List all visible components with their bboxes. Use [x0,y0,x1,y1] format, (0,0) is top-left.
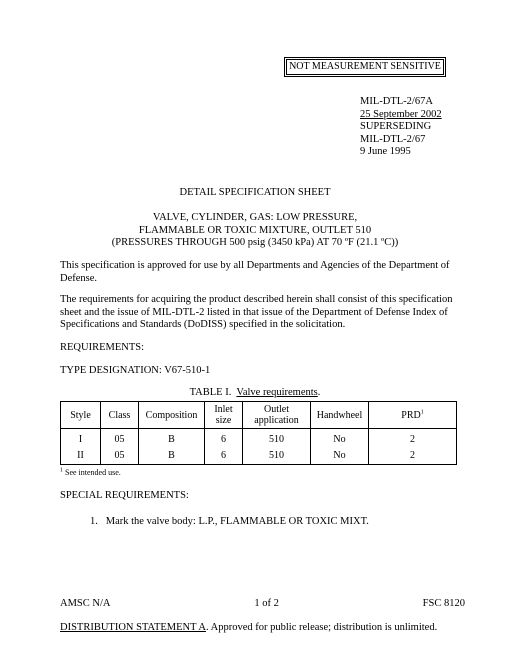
table-row [61,448,457,465]
table-caption-period: . [317,387,321,398]
requirements-note-text: The requirements for acquiring the product described herein shall consist of this specification sheet and the issue of MIL-DTL-2 listed in that issue of the Department of Defense Index of Specifications and Standards (DoDISS) specified in the solicitation. [60,294,453,330]
footnote-mark: 1 [60,467,63,474]
header-inlet-line2: size [215,415,232,426]
cell-style: II [61,448,101,465]
superseded-date: 9 June 1995 [360,146,411,157]
cell-prd: 2 [369,429,457,449]
header-outlet-application [243,402,311,429]
superseding-label: SUPERSEDING [360,121,432,132]
cell-style: I [61,429,101,449]
type-designation [60,365,465,378]
table-footnote [60,468,121,478]
doc-number: MIL-DTL-2/67A [360,96,433,107]
cell-handwheel: No [311,429,369,449]
sheet-type-text: DETAIL SPECIFICATION SHEET [179,187,331,198]
footer-page-number: 1 of 2 [254,598,279,609]
requirements-paragraph [60,294,465,332]
header-inlet-size [205,402,243,429]
cell-composition: B [139,429,205,449]
footer-fsc: FSC 8120 [422,598,465,609]
sensitivity-box [286,59,444,75]
special-item-number: 1. [90,516,98,527]
approval-text: This specification is approved for use by all Departments and Agencies of the Department of Defense. [60,260,450,284]
cell-prd: 2 [369,448,457,465]
valve-requirements-table [60,401,457,465]
table-header-row [61,402,457,429]
distribution-text: . Approved for public release; distribution is unlimited. [205,622,438,633]
cell-inlet: 6 [205,448,243,465]
table-row [61,429,457,449]
sheet-type [0,187,510,200]
special-requirement-item [90,515,369,528]
valve-requirements-table-wrap [60,401,457,465]
header-prd [369,402,457,429]
sensitivity-label: NOT MEASUREMENT SENSITIVE [289,60,441,72]
cell-outlet: 510 [243,429,311,449]
distribution-statement [60,621,437,634]
header-style: Style [61,402,101,429]
cell-class: 05 [101,448,139,465]
header-outlet-line1: Outlet [264,404,289,415]
cell-inlet: 6 [205,429,243,449]
header-class: Class [101,402,139,429]
table-caption [0,387,510,400]
footer-amsc: AMSC N/A [60,598,111,609]
requirements-heading [60,342,465,355]
cell-composition: B [139,448,205,465]
header-composition: Composition [139,402,205,429]
cell-handwheel: No [311,448,369,465]
special-item-text: Mark the valve body: L.P., FLAMMABLE OR TOXIC MIXT. [105,516,369,527]
document-identification [360,96,490,159]
header-prd-text: PRD [401,409,421,421]
footnote-text: See intended use. [63,468,121,477]
title-line-1: VALVE, CYLINDER, GAS: LOW PRESSURE, [152,212,358,223]
special-heading-text: SPECIAL REQUIREMENTS: [60,490,189,501]
type-designation-text: TYPE DESIGNATION: V67-510-1 [60,365,211,376]
header-handwheel: Handwheel [311,402,369,429]
requirements-heading-text: REQUIREMENTS: [60,342,144,353]
document-title [0,212,510,250]
superseded-number: MIL-DTL-2/67 [360,133,426,145]
title-line-2: FLAMMABLE OR TOXIC MIXTURE, OUTLET 510 [138,224,372,236]
header-inlet-line1: Inlet [214,404,233,415]
page-footer [60,597,465,610]
title-line-3: (PRESSURES THROUGH 500 psig (3450 kPa) AT 70 ºF (21.1 ºC)) [111,237,399,248]
table-caption-title: Valve requirements [236,387,318,398]
doc-date: 25 September 2002 [360,108,442,120]
header-prd-footnote-mark: 1 [420,409,424,416]
cell-outlet: 510 [243,448,311,465]
header-outlet-line2: application [254,415,299,426]
cell-class: 05 [101,429,139,449]
distribution-label: DISTRIBUTION STATEMENT A [60,622,206,633]
approval-paragraph [60,260,465,285]
special-requirements-heading [60,490,465,503]
table-caption-prefix: TABLE I. [189,387,232,398]
